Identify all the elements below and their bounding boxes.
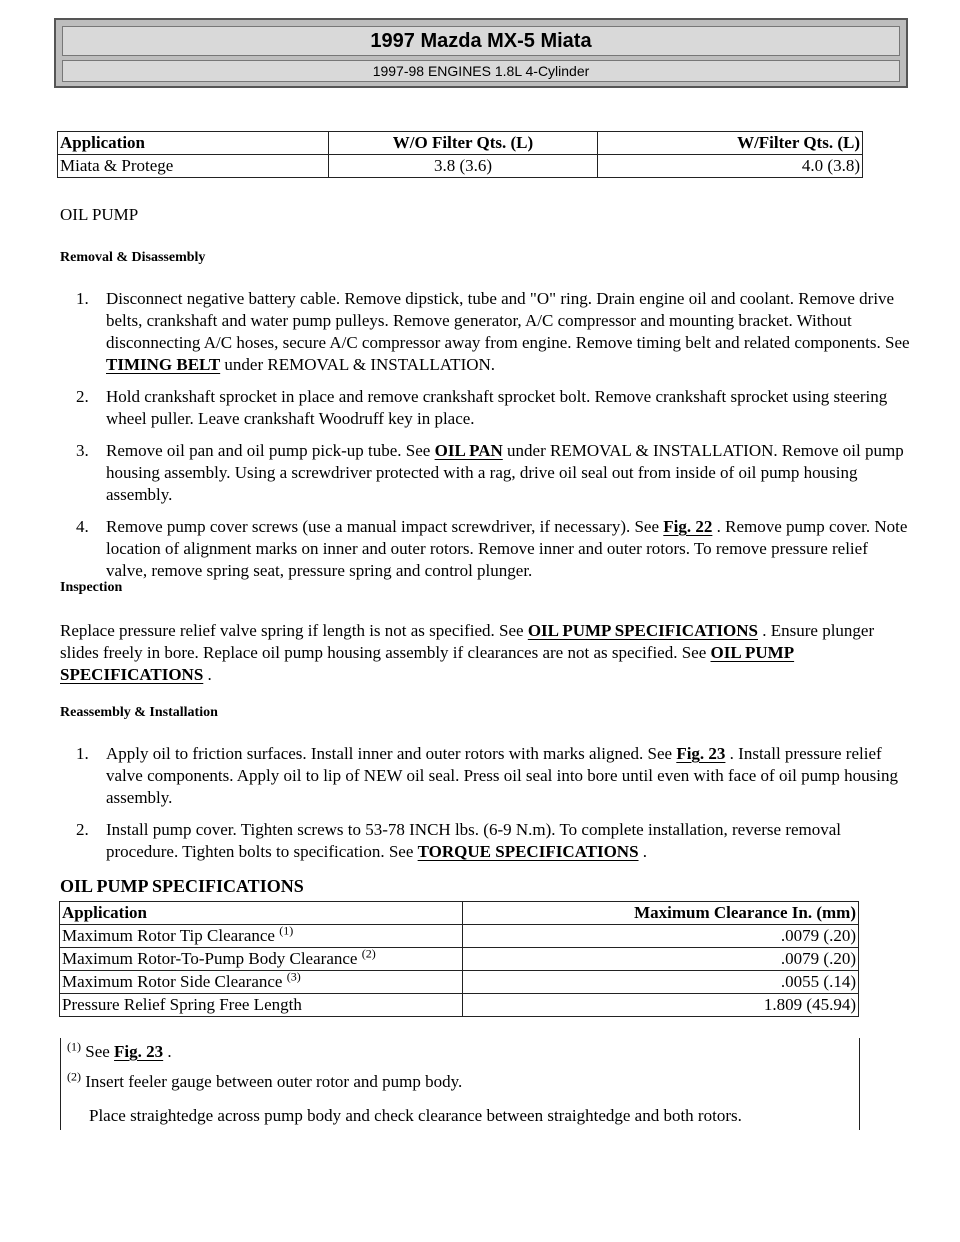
step-text: Hold crankshaft sprocket in place and remove crankshaft sprocket bolt. Remove crankshaft sprocket using steering wheel puller. Leave crankshaft Woodruff key in place.: [106, 387, 888, 428]
step-text: Remove pump cover screws (use a manual impact screwdriver, if necessary). See: [106, 517, 664, 536]
table-cell: [60, 948, 463, 971]
table-row: [60, 948, 859, 971]
subheading-removal: Removal & Disassembly: [60, 250, 206, 265]
oil-pump-specifications-link[interactable]: OIL PUMP SPECIFICATIONS: [60, 643, 795, 684]
fig-23-link[interactable]: Fig. 23: [114, 1042, 164, 1061]
step-text: .: [638, 842, 648, 861]
table-cell: .0079 (.20): [463, 948, 859, 971]
step-number: 1.: [76, 744, 89, 763]
footnote-text: See: [85, 1042, 115, 1061]
table-cell: Pressure Relief Spring Free Length: [60, 994, 463, 1017]
step-text: Apply oil to friction surfaces. Install inner and outer rotors with marks aligned. See: [106, 744, 677, 763]
torque-specifications-link[interactable]: TORQUE SPECIFICATIONS: [417, 842, 639, 861]
step-text: Remove oil pan and oil pump pick-up tube. See: [106, 441, 435, 460]
table-cell: 4.0 (3.8): [598, 155, 863, 178]
footnote-marker: (1): [279, 923, 294, 938]
footnote-1: [67, 1039, 172, 1062]
removal-steps: [76, 288, 910, 592]
reassembly-steps: [76, 743, 910, 873]
step-number: 2.: [76, 820, 89, 839]
column-header: W/Filter Qts. (L): [598, 132, 863, 155]
oil-pan-link[interactable]: OIL PAN: [434, 441, 503, 460]
list-item: [76, 516, 910, 582]
table-footnotes: [60, 1038, 860, 1130]
list-item: [76, 819, 910, 863]
step-text: . Install pressure relief valve components. Apply oil to lip of NEW oil seal. Press oil seal into bore until even with face of oil pump housing assembly.: [106, 744, 898, 807]
step-number: 1.: [76, 289, 89, 308]
column-header: Application: [60, 902, 463, 925]
step-text: . Remove pump cover. Note location of alignment marks on inner and outer rotors. Remove inner and outer rotors. To remove pressure relief valve, remove spring seat, pressure spring and control plunger.: [106, 517, 908, 580]
step-text: Install pump cover. Tighten screws to 53-78 INCH lbs. (6-9 N.m). To complete installation, reverse removal procedure. Tighten bolts to specification. See: [106, 820, 842, 861]
table-cell: Miata & Protege: [58, 155, 329, 178]
list-item: [76, 440, 910, 506]
section-heading-oil-pump: OIL PUMP: [60, 205, 139, 224]
subheading-inspection: Inspection: [60, 580, 123, 595]
oil-pump-specifications-title: OIL PUMP SPECIFICATIONS: [60, 876, 304, 896]
paragraph-text: . Ensure plunger slides freely in bore. Replace oil pump housing assembly if clearances are not as specified. See: [60, 621, 875, 662]
row-label: Maximum Rotor Side Clearance: [62, 972, 283, 991]
subheading-reassembly: Reassembly & Installation: [60, 705, 218, 720]
footnote-text: Insert feeler gauge between outer rotor and pump body.: [85, 1072, 463, 1091]
row-label: Maximum Rotor-To-Pump Body Clearance: [62, 949, 358, 968]
footnote-3: Place straightedge across pump body and check clearance between straightedge and both rotors.: [89, 1106, 742, 1125]
document-title: 1997 Mazda MX-5 Miata: [62, 26, 900, 56]
list-item: [76, 288, 910, 376]
table-cell: [60, 971, 463, 994]
step-text: Disconnect negative battery cable. Remove dipstick, tube and "O" ring. Drain engine oil and coolant. Remove drive belts, crankshaft and water pump pulleys. Remove generator, A/C compressor and mounting bracket. Without disconnecting A/C hoses, secure A/C compressor away from engine. Remove timing belt and related components. See: [106, 289, 910, 352]
table-header-row: [60, 902, 859, 925]
column-header: W/O Filter Qts. (L): [329, 132, 598, 155]
table-cell: .0055 (.14): [463, 971, 859, 994]
table-cell: [60, 925, 463, 948]
step-number: 4.: [76, 517, 89, 536]
footnote-marker: (3): [286, 969, 301, 984]
paragraph-text: Replace pressure relief valve spring if length is not as specified. See: [60, 621, 528, 640]
list-item: [76, 386, 910, 430]
column-header: Maximum Clearance In. (mm): [463, 902, 859, 925]
paragraph-text: .: [203, 665, 212, 684]
table-cell: 3.8 (3.6): [329, 155, 598, 178]
footnote-marker: (2): [361, 946, 376, 961]
footnote-2: [67, 1069, 463, 1092]
step-number: 3.: [76, 441, 89, 460]
fig-23-link[interactable]: Fig. 23: [676, 744, 726, 763]
table-row: [60, 925, 859, 948]
footnote-marker: (2): [67, 1069, 81, 1084]
step-text: under REMOVAL & INSTALLATION. Remove oil pump housing assembly. Using a screwdriver protected with a rag, drive oil seal out from inside of oil pump housing assembly.: [106, 441, 904, 504]
page-header: [54, 18, 908, 88]
step-text: under REMOVAL & INSTALLATION.: [220, 355, 496, 374]
oil-pump-specifications-link[interactable]: OIL PUMP SPECIFICATIONS: [527, 621, 758, 640]
column-header: Application: [58, 132, 329, 155]
footnote-marker: (1): [67, 1039, 81, 1054]
table-row: [60, 971, 859, 994]
document-subtitle: 1997-98 ENGINES 1.8L 4-Cylinder: [62, 60, 900, 82]
fig-22-link[interactable]: Fig. 22: [663, 517, 713, 536]
oil-pump-specifications-table: [59, 901, 859, 1017]
row-label: Maximum Rotor Tip Clearance: [62, 926, 275, 945]
list-item: [76, 743, 910, 809]
table-cell: 1.809 (45.94): [463, 994, 859, 1017]
table-header-row: [58, 132, 863, 155]
footnote-text: .: [163, 1042, 172, 1061]
step-number: 2.: [76, 387, 89, 406]
inspection-paragraph: [60, 620, 910, 686]
timing-belt-link[interactable]: TIMING BELT: [106, 355, 221, 374]
table-row: [60, 994, 859, 1017]
oil-capacity-table: [57, 131, 863, 178]
table-row: [58, 155, 863, 178]
table-cell: .0079 (.20): [463, 925, 859, 948]
